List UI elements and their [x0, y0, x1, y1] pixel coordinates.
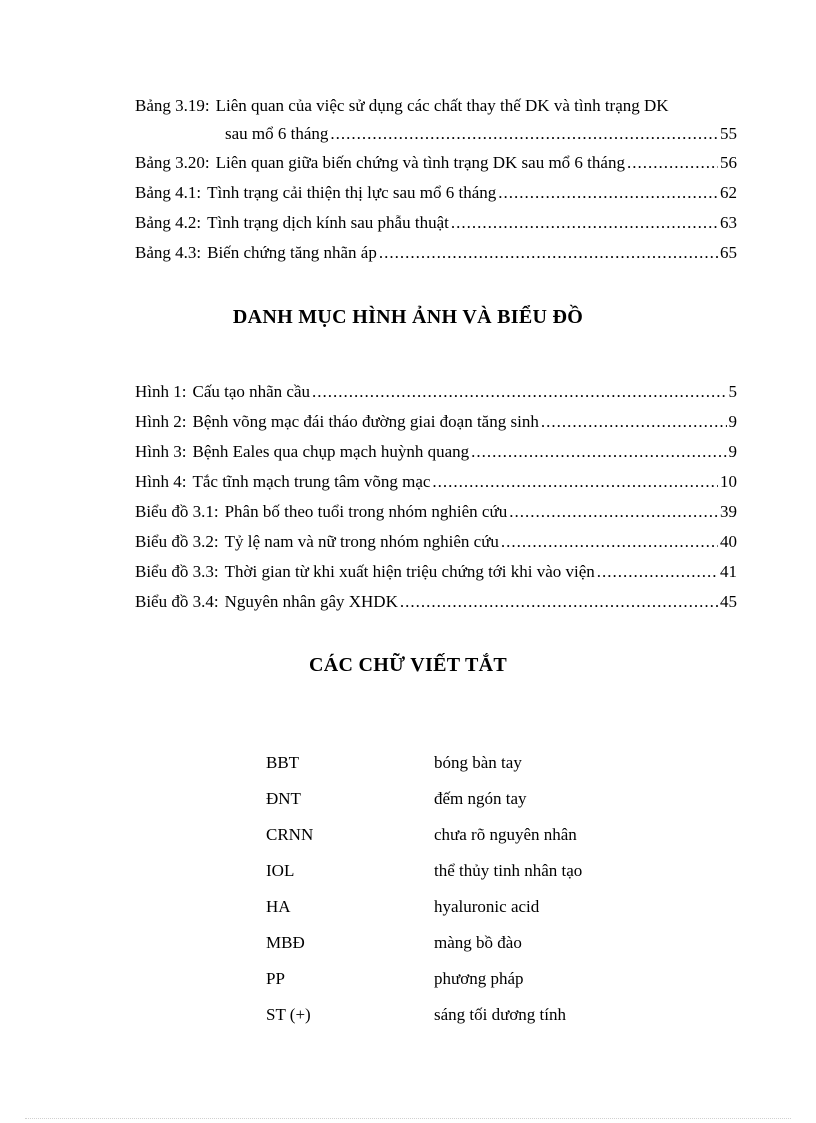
toc-leader — [498, 178, 718, 208]
toc-entry-label: Bảng 3.20: — [135, 153, 210, 172]
toc-entry — [135, 497, 737, 527]
toc-leader — [509, 497, 718, 527]
toc-entry-text: Liên quan của việc sử dụng các chất thay thế DK và tình trạng DK — [215, 96, 669, 115]
toc-entry — [135, 407, 737, 437]
abbreviation: BBT — [266, 753, 300, 772]
toc-leader — [400, 587, 718, 617]
toc-entry-text: Tình trạng dịch kính sau phẫu thuật — [207, 213, 449, 232]
toc-entry-label: Hình 3: — [135, 442, 187, 461]
toc-entry-label: Biểu đồ 3.2: — [135, 532, 219, 551]
toc-entry-page: 41 — [720, 562, 737, 581]
toc-entry-text: Biến chứng tăng nhãn áp — [207, 243, 377, 262]
abbreviation: ĐNT — [266, 789, 301, 808]
abbreviation: PP — [266, 969, 285, 988]
toc-leader — [312, 377, 726, 407]
toc-entry — [135, 148, 737, 178]
figures-heading: DANH MỤC HÌNH ẢNH VÀ BIỂU ĐỒ — [232, 306, 584, 328]
tables-toc — [135, 92, 737, 268]
toc-entry-page: 65 — [720, 243, 737, 262]
toc-entry — [135, 178, 737, 208]
toc-leader — [541, 407, 727, 437]
toc-entry — [135, 437, 737, 467]
toc-entry-page: 40 — [720, 532, 737, 551]
abbreviation-row — [266, 889, 686, 925]
toc-entry-text: Phân bố theo tuổi trong nhóm nghiên cứu — [224, 502, 508, 521]
abbreviation-meaning: hyaluronic acid — [434, 897, 540, 916]
toc-leader — [471, 437, 726, 467]
abbreviation-meaning: chưa rõ nguyên nhân — [434, 825, 577, 844]
toc-entry-page: 45 — [720, 592, 737, 611]
toc-entry-page: 9 — [728, 442, 737, 461]
toc-entry-label: Biểu đồ 3.4: — [135, 592, 219, 611]
abbreviation-row — [266, 997, 686, 1033]
toc-entry-page: 63 — [720, 213, 737, 232]
toc-entry-label: Biểu đồ 3.3: — [135, 562, 219, 581]
toc-entry-page: 56 — [720, 153, 737, 172]
toc-entry-text: Tắc tĩnh mạch trung tâm võng mạc — [192, 472, 431, 491]
toc-entry — [135, 467, 737, 497]
toc-entry-page: 10 — [720, 472, 737, 491]
toc-entry-text: Bệnh Eales qua chụp mạch huỳnh quang — [192, 442, 470, 461]
toc-entry-label: Bảng 3.19: — [135, 96, 210, 115]
toc-entry-page: 39 — [720, 502, 737, 521]
toc-entry-page: 62 — [720, 183, 737, 202]
toc-entry-label: Bảng 4.1: — [135, 183, 202, 202]
toc-entry — [135, 557, 737, 587]
toc-entry — [135, 527, 737, 557]
toc-entry — [135, 238, 737, 268]
toc-entry-label: Hình 4: — [135, 472, 187, 491]
toc-entry-text-cont: sau mổ 6 tháng — [225, 124, 329, 143]
toc-entry-label: Hình 1: — [135, 382, 187, 401]
abbreviation-row — [266, 961, 686, 997]
abbreviation-meaning: sáng tối dương tính — [434, 1005, 567, 1024]
toc-leader — [627, 148, 718, 178]
abbreviations-list — [266, 745, 686, 1033]
toc-leader — [432, 467, 718, 497]
abbreviation-row — [266, 925, 686, 961]
abbreviation-meaning: thể thủy tinh nhân tạo — [434, 861, 583, 880]
toc-entry-label: Bảng 4.3: — [135, 243, 202, 262]
abbreviation-meaning: bóng bàn tay — [434, 753, 522, 772]
toc-entry-label: Bảng 4.2: — [135, 213, 202, 232]
toc-entry-text: Bệnh võng mạc đái tháo đường giai đoạn tăng sinh — [192, 412, 539, 431]
toc-leader — [597, 557, 718, 587]
toc-entry-text: Thời gian từ khi xuất hiện triệu chứng tới khi vào viện — [224, 562, 595, 581]
abbreviation: ST (+) — [266, 1005, 311, 1024]
toc-entry-page: 5 — [728, 382, 737, 401]
toc-entry-label: Biểu đồ 3.1: — [135, 502, 219, 521]
toc-entry — [135, 587, 737, 617]
toc-leader — [379, 238, 718, 268]
toc-entry-text: Nguyên nhân gây XHDK — [224, 592, 398, 611]
abbreviation-row — [266, 853, 686, 889]
figures-toc — [135, 377, 737, 617]
toc-entry — [135, 208, 737, 238]
abbreviation: IOL — [266, 861, 295, 880]
toc-leader — [451, 208, 718, 238]
page-bottom-rule — [25, 1118, 791, 1119]
toc-entry-page: 55 — [720, 124, 737, 143]
abbreviation-meaning: phương pháp — [434, 969, 524, 988]
toc-leader — [330, 120, 718, 148]
toc-entry — [135, 92, 737, 148]
abbreviation-meaning: đếm ngón tay — [434, 789, 527, 808]
abbreviation: HA — [266, 897, 291, 916]
toc-entry-text: Tình trạng cải thiện thị lực sau mổ 6 tháng — [207, 183, 497, 202]
abbreviation-row — [266, 745, 686, 781]
abbreviation: MBĐ — [266, 933, 305, 952]
toc-entry-text: Liên quan giữa biến chứng và tình trạng DK sau mổ 6 tháng — [215, 153, 625, 172]
toc-entry — [135, 377, 737, 407]
toc-entry-text: Cấu tạo nhãn cầu — [192, 382, 311, 401]
toc-entry-text: Tỷ lệ nam và nữ trong nhóm nghiên cứu — [224, 532, 499, 551]
abbreviations-heading: CÁC CHỮ VIẾT TẮT — [309, 654, 507, 676]
abbreviation-meaning: màng bồ đào — [434, 933, 522, 952]
toc-leader — [501, 527, 718, 557]
toc-entry-label: Hình 2: — [135, 412, 187, 431]
abbreviation: CRNN — [266, 825, 314, 844]
abbreviation-row — [266, 781, 686, 817]
toc-entry-page: 9 — [728, 412, 737, 431]
abbreviation-row — [266, 817, 686, 853]
